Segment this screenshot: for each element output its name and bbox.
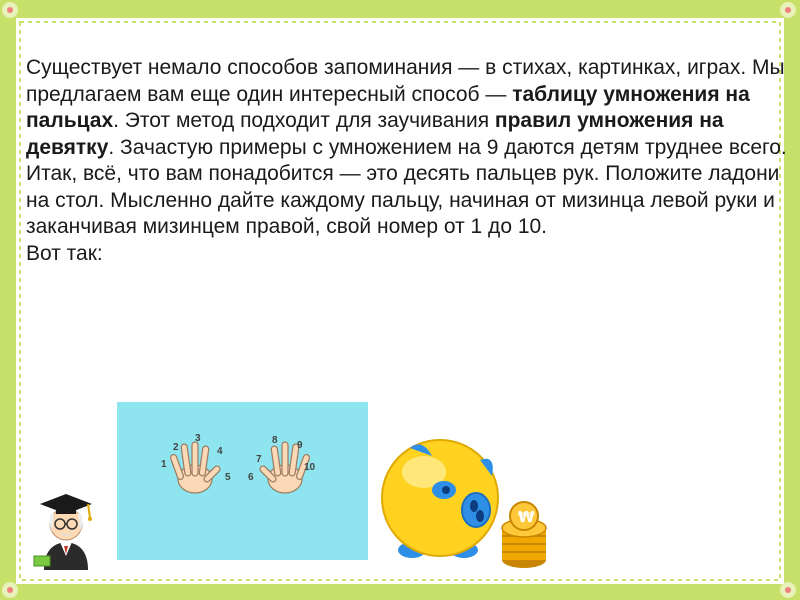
slide-body-text	[26, 55, 798, 267]
finger-number-2: 2	[173, 442, 179, 453]
corner-flower-top-left-icon	[2, 2, 18, 18]
paragraph-2: Итак, всё, что вам понадобится — это десять пальцев рук. Положите ладони на стол. Мысленно дайте каждому пальцу, начиная от мизинца левой руки и заканчивая мизинцем правой, свой номер от 1 до 10.	[26, 162, 780, 238]
finger-number-5: 5	[225, 472, 231, 483]
professor-icon	[30, 486, 108, 572]
finger-number-8: 8	[272, 435, 278, 446]
corner-flower-top-right-icon	[780, 2, 796, 18]
hands-illustration-panel	[117, 402, 368, 560]
corner-flower-bottom-left-icon	[2, 582, 18, 598]
coin-symbol: ₩	[518, 508, 535, 526]
numbered-hands-image	[117, 402, 368, 560]
finger-number-9: 9	[297, 440, 303, 451]
finger-number-10: 10	[304, 462, 316, 473]
corner-flower-bottom-right-icon	[780, 582, 796, 598]
paragraph-3: Вот так:	[26, 241, 103, 265]
finger-number-1: 1	[161, 459, 167, 470]
bold-phrase-nine-rule: правил умножения на девятку	[26, 109, 724, 159]
paragraph-1: Существует немало способов запоминания — в стихах, картинках, играх. Мы предлагаем вам еще один интересный способ — таблицу умножения на пальцах. Этот метод подходит для заучивания правил умножения на девятку. Зачастую примеры с умножением на 9 даются детям труднее всего.	[26, 56, 787, 159]
finger-number-4: 4	[217, 446, 223, 457]
finger-number-7: 7	[256, 454, 262, 465]
bold-phrase-finger-multiplication: таблицу умножения на пальцах	[26, 82, 750, 132]
finger-number-3: 3	[195, 433, 201, 444]
piggy-bank-icon	[372, 432, 552, 572]
finger-number-6: 6	[248, 472, 254, 483]
coin-stack-icon	[502, 502, 546, 568]
